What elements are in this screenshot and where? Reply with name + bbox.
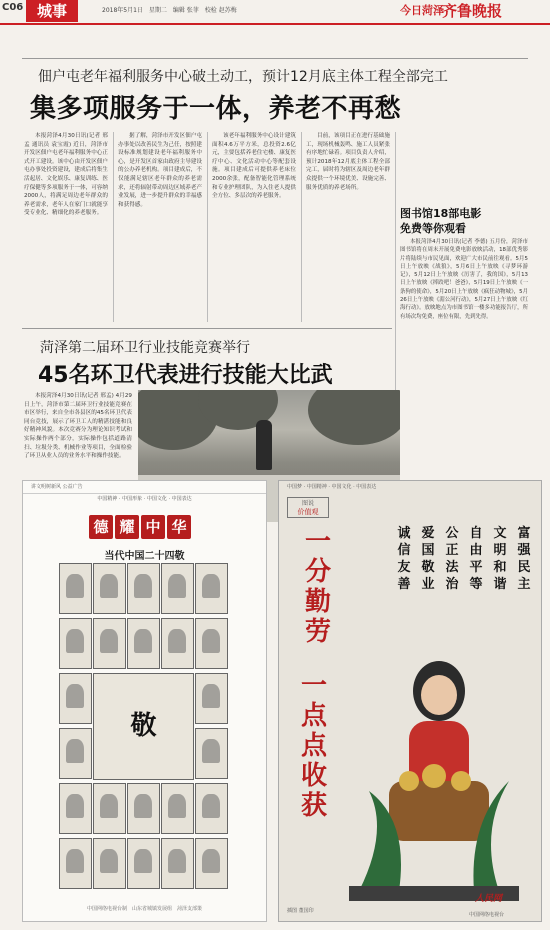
ad-footer: 中国网络电视台 [469, 912, 505, 918]
illustration-panel [161, 563, 194, 614]
illustration-panel [59, 838, 92, 889]
page-number: C06 [2, 2, 24, 13]
illustration-panel [127, 563, 160, 614]
article2-column: 本报菏泽4月30日讯(记者 邢孟) 4月29日上午，菏泽市第二届环卫行业技能竞赛在市区举行，来自全市各县区的45名环卫代表同台竞技，展示了环卫工人的精湛技能和良好精神风貌。本次竞赛分为理论知识考试和实际操作两个部分，实际操作包括道路清扫、垃圾分类、机械作业等项目，全面检验了环卫从业人员的业务水平和操作技能。 [24, 393, 132, 460]
divider [22, 328, 392, 329]
article1-column: 本报菏泽4月30日讯(记者 邢孟 通讯员 袁宝霞) 近日，菏泽市开发区佃户屯老年福利服务中心正式开工建设。该中心由开发区佃户屯办事处投资建设，建成后将集生活起居、文化娱乐、康复训练、医疗保健等多项服务于一体，可容纳2000人，将满足周边老年群众的养老需求，老年人在家门口就能享受专业化、精细化的养老服务。 [24, 133, 108, 217]
illustration-panel [195, 783, 228, 834]
ad-credit: 插图 董国印 [287, 908, 314, 914]
divider [301, 132, 302, 322]
ad-footer: 中国网络电视台制 山东省城镇发展组 菏泽支部策 [86, 906, 202, 912]
ad-top-banner: 中国梦 · 中国精神 · 中国文化 · 中国表达 [287, 484, 377, 490]
illustration-panel [127, 618, 160, 669]
public-service-ad-left[interactable] [22, 480, 267, 922]
public-service-ad-right[interactable] [278, 480, 542, 922]
sidebar-body: 本报菏泽4月30日讯(记者 李德) 五月份，菏泽市图书馆将在周末开展免费电影放映活动，18部优秀影片将陆续与市民见面，欢迎广大市民前往观看。5月5日上午放映《战狼》，5月6日上午放映《寻梦环游记》，5月12日上午放映《厉害了，我的国》，5月13日上午放映《摔跤吧！爸爸》，5月19日上午放映《一条狗的使命》，5月20日上午放映《疯狂动物城》，5月26日上午放映《湄公河行动》，5月27日上午放映《红海行动》。放映地点为市图书馆一楼多功能报告厅，所有场次均免费，座位有限，先到先得。 [400, 239, 528, 320]
article1-headline[interactable]: 集多项服务于一体，养老不再愁 [30, 94, 402, 124]
value-column: 公正法治 [445, 526, 459, 592]
illustration-panel [93, 783, 126, 834]
illustration-panel [93, 563, 126, 614]
article2-subtitle: 菏泽第二届环卫行业技能竞赛举行 [40, 340, 250, 356]
ad-top-banner: 讲文明树新风 公益广告 [23, 481, 266, 494]
sidebar-title[interactable]: 图书馆18部电影 [400, 207, 482, 220]
article1-subtitle: 佃户屯老年福利服务中心破土动工，预计12月底主体工程全部完工 [38, 69, 448, 85]
ad-badge-main: 价值观 [297, 508, 319, 516]
partner-logo: 人民网 [475, 894, 503, 904]
center-character: 敬 [93, 673, 194, 780]
illustration-panel [127, 783, 160, 834]
illustration-panel [195, 563, 228, 614]
paper-cut-illustration [349, 631, 519, 901]
newspaper-logo-secondary: 今日菏泽 [400, 4, 444, 17]
illustration-grid [59, 563, 229, 893]
illustration-panel [59, 783, 92, 834]
article1-column: 目前，该项目正在进行基础施工，现场机械轰鸣、施工人员紧张有序地忙碌着。项目负责人介绍，预计2018年12月底主体工程全部完工，届时将为辖区及周边老年群众提供一个环境优美、设施完善、服务优质的养老场所。 [306, 133, 390, 191]
sidebar-subtitle: 免费等你观看 [400, 222, 466, 235]
ad-badge [287, 497, 329, 518]
value-column: 文明和谐 [493, 526, 507, 592]
ad-slogan-line-1: 一分勤劳 [304, 527, 331, 647]
illustration-panel [161, 838, 194, 889]
ad-title-char: 华 [167, 515, 191, 539]
article1-column: 据了解，菏泽市开发区佃户屯办事处以改善民生为己任，按照建设标准规划建设老年福利服务中心，是开发区首家由政府主导建设的公办养老机构。项目建成后，不仅能满足辖区老年群众的养老需求，还将辐射带动周边区域养老产业发展，进一步提升群众的幸福感和获得感。 [118, 133, 202, 208]
illustration-panel [59, 728, 92, 779]
illustration-panel [93, 838, 126, 889]
date-line: 2018年5月1日 星期二 编辑 张菲 校检 赵苏梅 [102, 7, 237, 14]
ad-title-char: 中 [141, 515, 165, 539]
value-column: 诚信友善 [397, 526, 411, 592]
illustration-panel [59, 563, 92, 614]
value-column: 爱国敬业 [421, 526, 435, 592]
illustration-panel [195, 728, 228, 779]
illustration-panel [59, 618, 92, 669]
illustration-panel [59, 673, 92, 724]
ad-slogan: 中国精神 · 中国形象 · 中国文化 · 中国表达 [97, 496, 192, 502]
ad-subtitle: 当代中国二十四敬 [104, 551, 185, 562]
article1-column: 该老年福利服务中心设计建筑面积4.6万平方米，总投资2.6亿元，主要包括养老住宅楼、康复医疗中心、文化活动中心等配套设施。项目建成后可提供养老床位2000余张，配备智能化管理系统和专业护理团队，为入住老人提供全方位、多层次的养老服务。 [212, 133, 296, 200]
value-column: 富强民主 [517, 526, 531, 592]
ad-title-char: 德 [89, 515, 113, 539]
ad-title [89, 515, 199, 539]
illustration-panel [161, 783, 194, 834]
header-rule [0, 23, 550, 25]
ad-slogan-line-2: 一点点收获 [300, 671, 327, 821]
divider [207, 132, 208, 322]
illustration-panel [195, 618, 228, 669]
newspaper-logo: 齐鲁晚报 [442, 2, 503, 20]
section-title: 城事 [26, 0, 78, 22]
illustration-panel [195, 673, 228, 724]
illustration-panel [161, 618, 194, 669]
illustration-panel [93, 618, 126, 669]
ad-badge-label: 图说 [301, 500, 314, 507]
illustration-panel [195, 838, 228, 889]
ad-title-char: 耀 [115, 515, 139, 539]
divider [113, 132, 114, 322]
value-column: 自由平等 [469, 526, 483, 592]
divider [22, 58, 528, 59]
article2-headline[interactable]: 45名环卫代表进行技能大比武 [38, 363, 333, 388]
illustration-panel [127, 838, 160, 889]
